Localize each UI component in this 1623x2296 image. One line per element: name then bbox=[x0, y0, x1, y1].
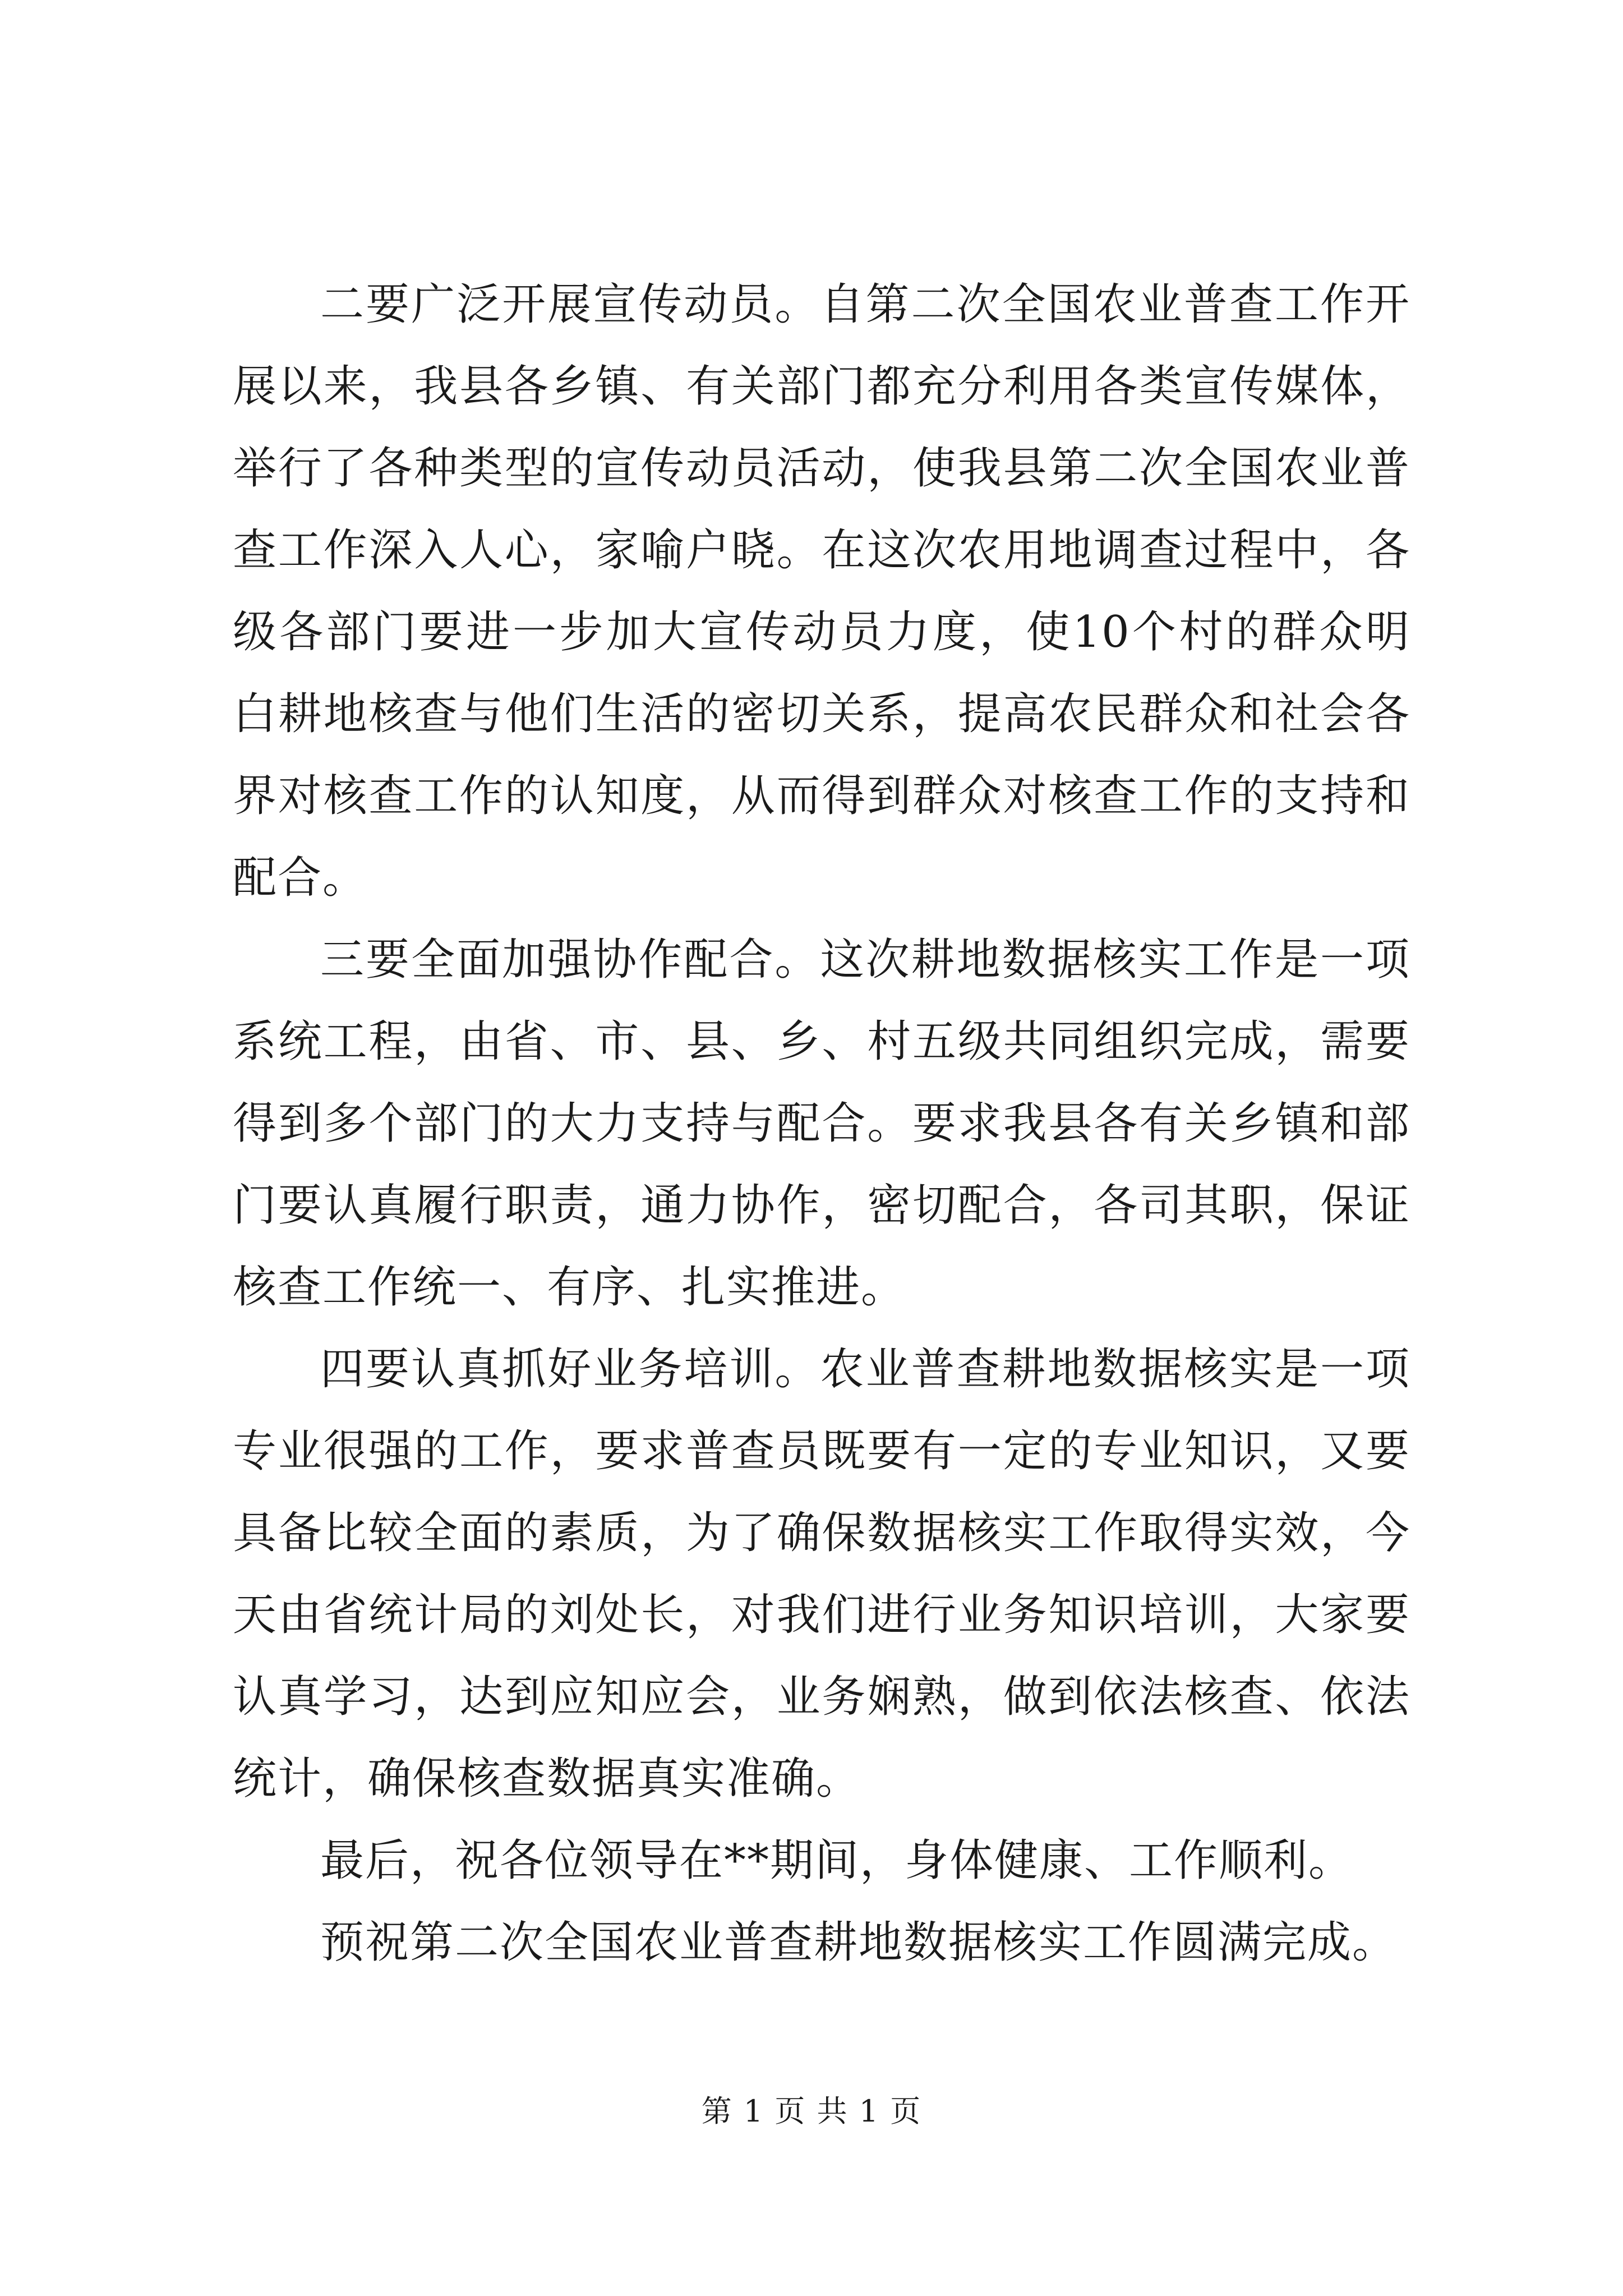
document-body bbox=[233, 264, 1410, 1984]
paragraph-training: 四要认真抓好业务培训。农业普查耕地数据核实是一项专业很强的工作，要求普查员既要有一定的专业知识，又要具备比较全面的素质，为了确保数据核实工作取得实效，今天由省统计局的刘处长，对我们进行业务知识培训，大家要认真学习，达到应知应会，业务娴熟，做到依法核查、依法统计，确保核查数据真实准确。 bbox=[233, 1344, 1410, 1804]
paragraph-closing-wishes: 最后，祝各位领导在**期间，身体健康、工作顺利。 bbox=[320, 1835, 1354, 1886]
paragraph-publicity: 二要广泛开展宣传动员。自第二次全国农业普查工作开展以来，我县各乡镇、有关部门都充分利用各类宣传媒体，举行了各种类型的宣传动员活动，使我县第二次全国农业普查工作深入人心，家喻户晓。在这次农用地调查过程中，各级各部门要进一步加大宣传动员力度，使10个村的群众明白耕地核查与他们生活的密切关系，提高农民群众和社会各界对核查工作的认知度，从而得到群众对核查工作的支持和配合。 bbox=[233, 279, 1410, 903]
paragraph-closing-success: 预祝第二次全国农业普查耕地数据核实工作圆满完成。 bbox=[320, 1917, 1398, 1968]
page-number-footer: 第 1 页 共 1 页 bbox=[701, 2093, 922, 2129]
paragraph-cooperation: 三要全面加强协作配合。这次耕地数据核实工作是一项系统工程，由省、市、县、乡、村五级共同组织完成，需要得到多个部门的大力支持与配合。要求我县各有关乡镇和部门要认真履行职责，通力协作，密切配合，各司其职，保证核查工作统一、有序、扎实推进。 bbox=[233, 935, 1410, 1313]
